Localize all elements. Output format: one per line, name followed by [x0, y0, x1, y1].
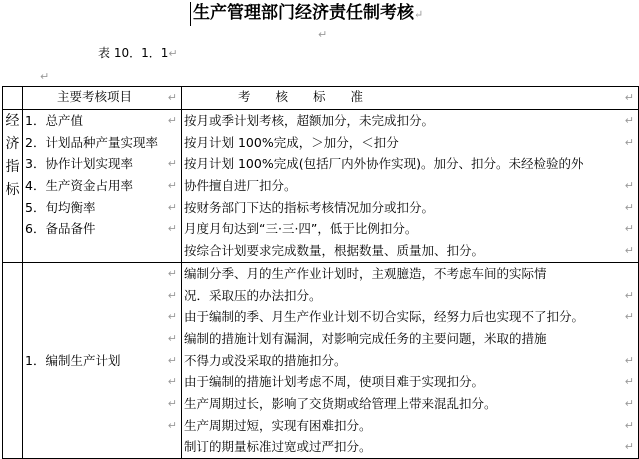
standard-line: 月度月旬达到“三·三·四”，低于比例扣分。 ↵: [184, 221, 634, 237]
standard-line: 制订的期量标准过宽或过严扣分。 ↵: [184, 439, 634, 455]
header-items-label: 主要考核项目: [57, 89, 133, 104]
standard-line: 生产周期过短，实现有困难扣分。 ↵: [184, 417, 634, 433]
list-item: 2．计划品种产量实现率: [25, 134, 158, 150]
standards-cell: [182, 110, 639, 263]
header-items-cell: [23, 87, 182, 110]
section-label-cell: [3, 262, 23, 458]
table-row: [3, 262, 639, 458]
standard-line: 不得力或没采取的措施扣分。 ↵: [184, 352, 634, 368]
section-label-cell: [3, 110, 23, 263]
list-item: 3．协作计划实现率 ↵: [25, 156, 177, 172]
standard-line: 况．采取压的办法扣分。 ↵: [184, 287, 634, 303]
standard-line: 按综合计划要求完成数量，根据数量、质量加、扣分。 ↵: [184, 243, 634, 259]
section-label-char: 指: [5, 159, 20, 175]
standard-line: 编制的措施计划有漏洞，对影响完成任务的主要问题，米取的措施: [184, 330, 547, 346]
items-cell: ↵ ↵ ↵ ↵ 1．编制生产计划 ↵ ↵ ↵ ↵: [23, 262, 182, 458]
paragraph-mark-icon: ↵: [414, 8, 424, 21]
paragraph-mark-icon: ↵: [40, 70, 50, 83]
standard-line: 按财务部门下达的指标考核情况加分或扣分。 ↵: [184, 199, 634, 215]
list-item: 1．总产值 ↵: [25, 113, 177, 128]
standard-line: 由于编制的季、月生产作业计划不切合实际，经努力后也实现不了扣分。 ↵: [184, 309, 634, 325]
paragraph-mark-icon: ↵: [624, 91, 634, 104]
header-corner-cell: [3, 87, 23, 110]
assessment-table: [2, 86, 639, 459]
standard-line: 按月计划 100%完成(包括厂内外协作实现)。加分、扣分。未经检验的外: [184, 156, 584, 172]
standard-line: 生产周期过长，影响了交货期或给管理上带来混乱扣分。 ↵: [184, 395, 634, 411]
table-caption: 表 10．1．1↵: [98, 46, 178, 60]
list-item: 6．备品备件 ↵: [25, 221, 177, 237]
table-header-row: [3, 87, 639, 110]
document-title: 生产管理部门经济责任制考核↵: [190, 2, 463, 26]
standard-line: 按月计划 100%完成，＞加分，＜扣分 ↵: [184, 134, 634, 150]
header-standard-cell: [182, 87, 639, 110]
standard-line: 由于编制的措施计划考虑不周，使项目难于实现扣分。 ↵: [184, 374, 634, 390]
list-item: 4．生产资金占用率 ↵: [25, 178, 177, 194]
standard-line: 编制分季、月的生产作业计划时，主观臆造，不考虑车间的实际情: [184, 265, 547, 281]
section-label-char: 济: [5, 136, 20, 152]
paragraph-mark-icon: ↵: [318, 28, 328, 41]
items-cell: [23, 110, 182, 263]
list-item: 1．编制生产计划 ↵: [25, 352, 177, 368]
paragraph-mark-icon: ↵: [168, 47, 178, 60]
paragraph-mark-icon: ↵: [167, 91, 177, 104]
standard-line: 按月或季计划考核，超额加分，未完成扣分。 ↵: [184, 113, 634, 128]
section-label-char: 经: [5, 113, 20, 129]
table-row: [3, 110, 639, 263]
header-standard-label: 考 核 标 准: [238, 89, 364, 104]
section-label-char: 标: [5, 182, 20, 198]
list-item: 5．旬均衡率 ↵: [25, 199, 177, 215]
standard-line: 协件擅自进厂扣分。 ↵: [184, 178, 634, 194]
standards-cell: [182, 262, 639, 458]
